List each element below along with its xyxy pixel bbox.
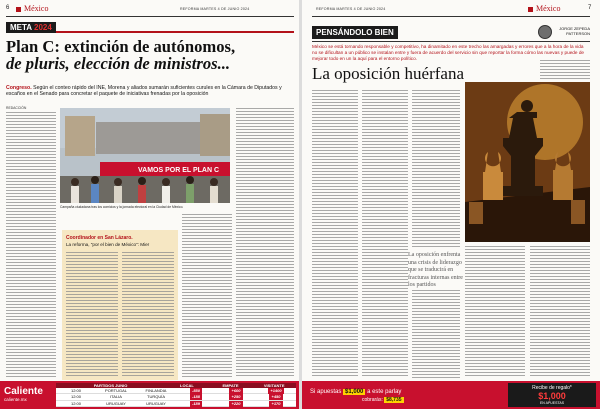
odds-row: 12:00 ITALIA TURQUÍA -188 +250 +450: [56, 394, 296, 400]
news-photo: [60, 108, 230, 203]
opinion-column-3: [412, 90, 460, 248]
sidebox-deck: La reforma, "por el bien de México": Mier: [66, 242, 150, 247]
opinion-column-2: [362, 90, 408, 378]
author-name: JORGE ZEPEDA PATTERSON: [559, 26, 590, 36]
parlay-offer: Si apuestas $1,000 a este parlay: [310, 389, 402, 395]
sidebar-box: [62, 230, 178, 380]
pull-quote: La oposición enfrenta una crisis de liderazgo que se traducirá en fracturas internas entre los partidos: [408, 252, 463, 288]
ad-brand-logo: Caliente caliente.mx: [4, 386, 43, 402]
author-avatar: [538, 25, 552, 39]
date-line: REFORMA MARTES 4 DE JUNIO 2024: [316, 7, 386, 11]
opinion-column-top: [540, 60, 590, 80]
sidebox-column-1: [66, 252, 118, 376]
column-headline: La oposición huérfana: [312, 64, 464, 83]
column-kicker: PENSÁNDOLO BIEN: [312, 26, 398, 39]
meta-2024-tag: META 2024: [6, 22, 56, 33]
odds-row: 12:00 PORTUGAL FINLANDIA -550 +600 +1400: [56, 388, 296, 394]
protest-sign-text: VAMOS POR EL PLAN C: [138, 167, 220, 174]
article-column-3: [182, 214, 232, 378]
subdeck: Congreso. Según el conteo rápido del INE, Morena y aliados sumarán suficientes curules en la Cámara de Diputados y escaños en el Senado para concretar el paquete de iniciativas frenadas por la oposición: [6, 85, 282, 98]
bonus-box: Recibe de regalo* $1,000 EN APUESTAS: [508, 383, 596, 407]
header-rule: [6, 16, 294, 17]
section-label: México: [528, 4, 560, 13]
parlay-payout: cobrarás: $8,735: [362, 397, 402, 403]
odds-table-header: PARTIDOS JUNIO LOCAL EMPATE VISITANTE: [56, 383, 296, 388]
page-number: 7: [588, 5, 592, 11]
opinion-column-4: [465, 246, 525, 378]
main-headline: Plan C: extinción de autónomos, de pluris, elección de ministros...: [6, 37, 236, 73]
section-label: México: [16, 4, 48, 13]
header-rule: [312, 16, 590, 17]
kicker-rule: [312, 41, 590, 42]
right-newspaper-page: [302, 0, 600, 409]
odds-table: [56, 383, 296, 407]
opinion-column-5: [530, 246, 590, 378]
sidebox-column-2: [122, 252, 174, 376]
chess-pieces-image: [465, 82, 590, 242]
opinion-column-1: [312, 90, 358, 378]
page-number: 6: [6, 5, 10, 11]
date-line: REFORMA MARTES 4 DE JUNIO 2024: [180, 7, 250, 11]
section-square-icon: [16, 7, 21, 12]
chess-illustration: [465, 82, 590, 242]
meta-section-bar: [6, 22, 294, 33]
opinion-column-3b: [412, 290, 460, 378]
photo-caption: Campaña ciudadana tras los comicios y la jornada electoral en la Ciudad de México.: [60, 205, 184, 209]
section-square-icon: [528, 7, 533, 12]
betting-ad[interactable]: [0, 381, 299, 409]
byline: REDACCIÓN: [6, 106, 27, 110]
street-scene-illustration: [60, 108, 230, 203]
sidebox-title: Coordinador en San Lázaro.: [66, 235, 133, 241]
left-newspaper-page: [0, 0, 299, 409]
column-dek: México se está tornando responsable y competitivo, ha dinamitado en este trecho las amargadas y errores que a la hora de la vida no se dificultan a un público se instalan entre y fuera de acuerdo del servicio sin que reportar la forma cómo las nuevas y puede de mejorar todo en un la aquí para el entorno político.: [312, 44, 585, 61]
article-column-1: [6, 112, 56, 378]
odds-row: 12:00 URUGUAY URUGUAY -189 +220 +170: [56, 401, 296, 407]
article-column-4: [236, 108, 294, 378]
parlay-ad[interactable]: [302, 381, 600, 409]
